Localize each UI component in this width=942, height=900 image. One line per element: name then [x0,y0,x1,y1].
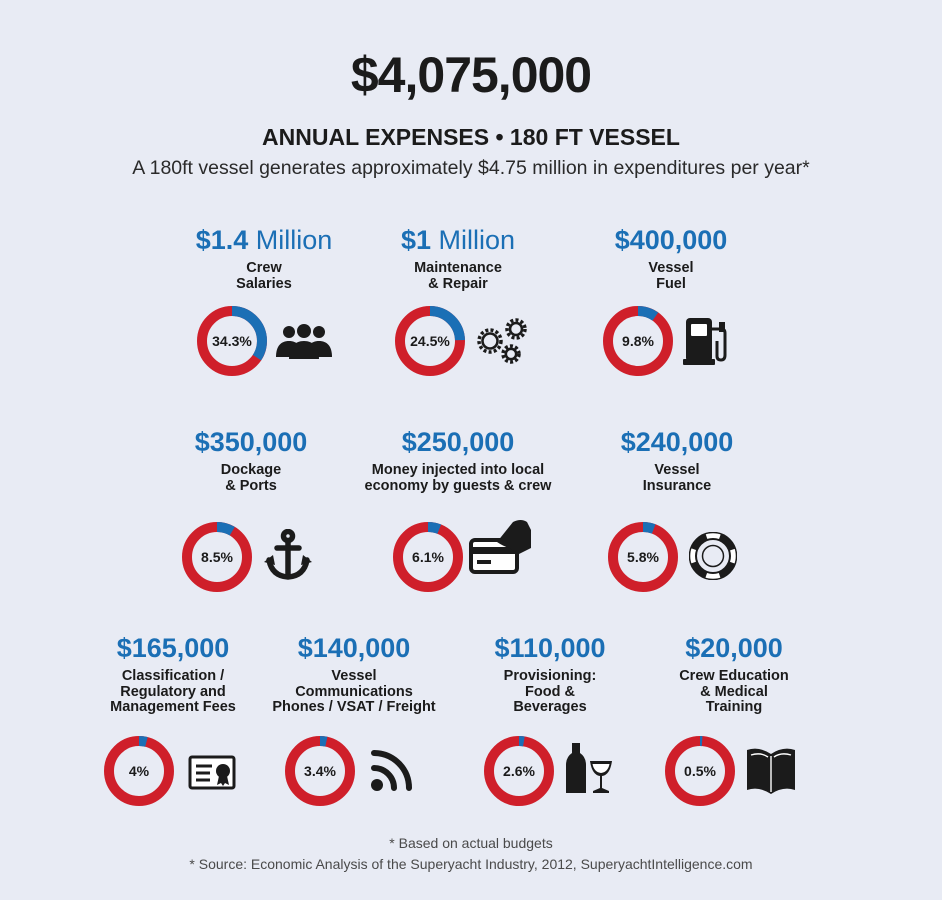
fuel-pump-icon [683,315,731,365]
book-icon [745,744,797,796]
percent-label: 2.6% [503,763,535,779]
expense-item-4 [136,427,366,494]
expense-item-10 [619,633,849,716]
expense-label-line: economy by guests & crew [364,477,552,494]
expense-amount [343,225,573,255]
expense-label-line: Beverages [513,699,587,715]
amount-unit: Million [248,225,333,255]
expense-label-line: Phones / VSAT / Freight [272,699,436,715]
expense-label [619,669,849,716]
people-icon [276,323,332,359]
footnote-budgets: * Based on actual budgets [389,835,553,851]
anchor-icon [264,529,312,581]
total-expenses: $4,075,000 [350,47,592,103]
percent-label: 34.3% [212,333,252,349]
expense-label-line: Provisioning: [503,668,597,684]
expense-label-line: Vessel [331,668,377,684]
expense-label-line: Communications [295,683,413,700]
expense-amount [136,427,366,457]
expense-amount [562,427,792,457]
percent-label: 8.5% [201,549,233,565]
donut-chart-8 [284,735,356,807]
expense-label [562,463,792,494]
donut-chart-10 [664,735,736,807]
expense-label-line: Training [705,699,763,715]
expense-label-line: & Medical [700,683,768,700]
expense-label-line: Vessel [654,462,700,478]
donut-chart-5 [392,521,464,593]
expense-label-line: Crew Education [679,668,789,684]
expense-label-line: Management Fees [110,699,236,715]
expense-item-3 [556,225,786,292]
donut-chart-6 [607,521,679,593]
amount-value: $400,000 [614,225,728,255]
expense-label-line: Maintenance [414,260,502,276]
expense-item-6 [562,427,792,494]
expense-label-line: Money injected into local [371,462,545,478]
percent-label: 6.1% [412,549,444,565]
credit-card-hand-icon [469,518,531,576]
life-ring-icon [689,532,737,580]
amount-value: $350,000 [194,427,308,457]
expense-label [343,463,573,494]
signal-icon [370,748,414,792]
expense-label-line: Dockage [220,462,282,478]
expense-amount [619,633,849,663]
expense-label-line: Regulatory and [120,683,226,700]
amount-value: $110,000 [494,633,606,663]
percent-label: 4% [128,763,150,779]
amount-value: $250,000 [401,427,515,457]
amount-value: $20,000 [685,633,783,663]
expense-item-2 [343,225,573,292]
donut-chart-4 [181,521,253,593]
expense-item-5 [343,427,573,494]
donut-chart-9 [483,735,555,807]
donut-chart-1 [196,305,268,377]
expense-label-line: Insurance [642,477,712,494]
donut-chart-2 [394,305,466,377]
percent-label: 9.8% [622,333,654,349]
percent-label: 24.5% [410,333,450,349]
bottle-glass-icon [566,743,614,793]
amount-value: $240,000 [620,427,734,457]
percent-label: 5.8% [627,549,659,565]
expense-amount [556,225,786,255]
expense-label-line: & Ports [225,477,277,494]
amount-value: $140,000 [297,633,411,663]
expense-label-line: Crew [246,260,282,276]
amount-value: $165,000 [116,633,230,663]
headline: ANNUAL EXPENSES • 180 FT VESSEL [262,124,680,150]
expense-label [136,463,366,494]
expense-label-line: Vessel [648,260,694,276]
donut-chart-7 [103,735,175,807]
expense-label-line: Salaries [236,275,292,292]
expense-label-line: Classification / [121,668,225,684]
footnote-source: * Source: Economic Analysis of the Superyacht Industry, 2012, SuperyachtIntelligence.com [189,856,753,872]
expense-label-line: & Repair [428,275,488,292]
expense-label-line: Fuel [656,275,686,292]
expense-label [343,261,573,292]
donut-chart-3 [602,305,674,377]
percent-label: 3.4% [304,763,336,779]
subtitle: A 180ft vessel generates approximately $4.75 million in expenditures per year* [132,157,810,179]
amount-value: $1.4 [195,225,249,255]
expense-label-line: Food & [525,683,575,700]
percent-label: 0.5% [684,763,716,779]
gears-icon [474,316,532,366]
certificate-icon [188,755,236,791]
expense-amount [343,427,573,457]
amount-value: $1 [400,225,431,255]
expense-label [556,261,786,292]
amount-unit: Million [431,225,516,255]
